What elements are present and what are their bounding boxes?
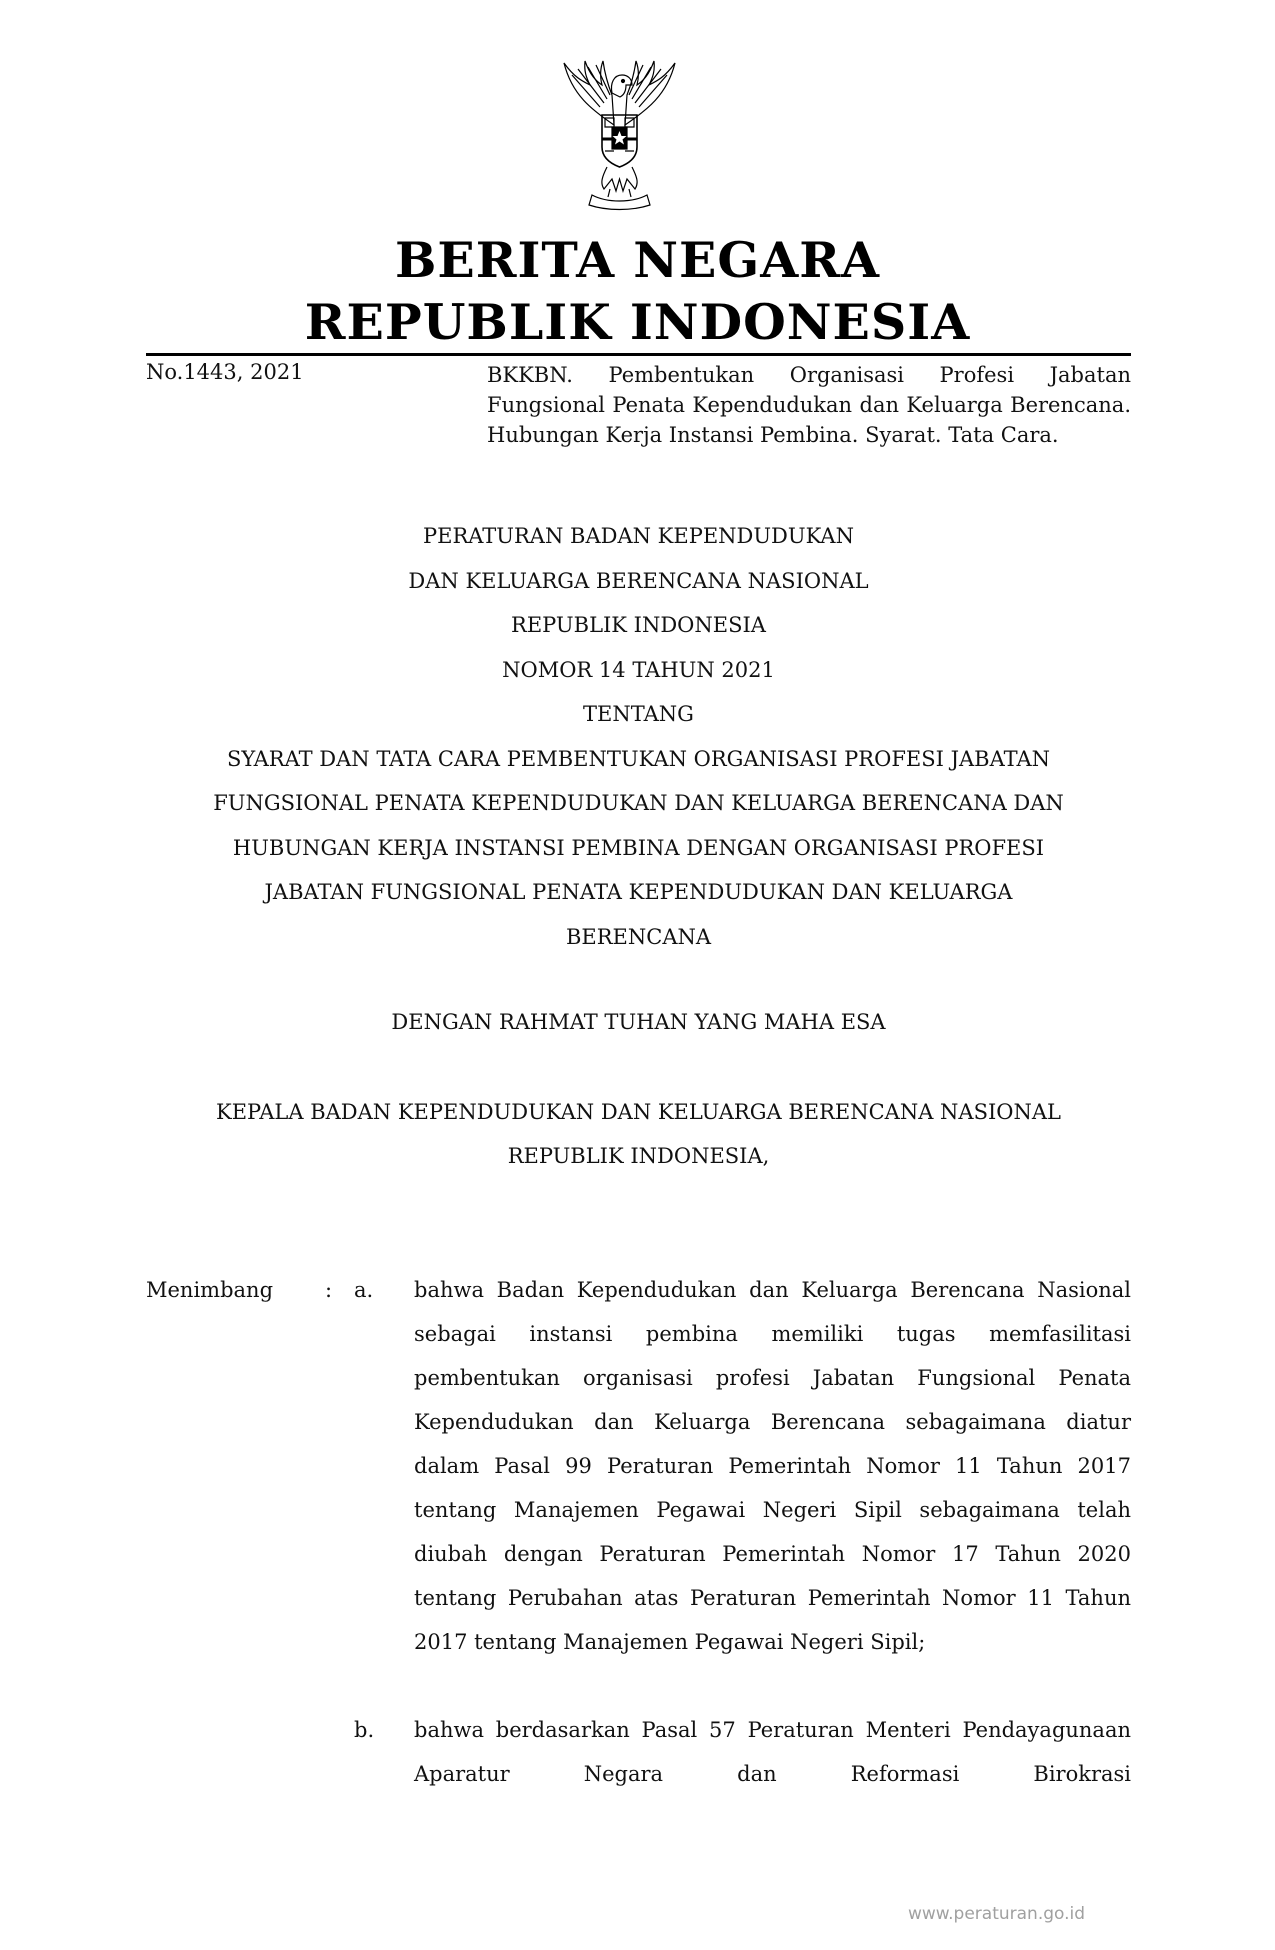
regulation-line: NOMOR 14 TAHUN 2021 (502, 657, 775, 682)
garuda-emblem-icon (552, 55, 687, 215)
blessing-line: DENGAN RAHMAT TUHAN YANG MAHA ESA (391, 1010, 886, 1034)
gazette-number: No.1443, 2021 (146, 360, 304, 384)
regulation-line: HUBUNGAN KERJA INSTANSI PEMBINA DENGAN ORGANISASI PROFESI (232, 835, 1045, 860)
regulation-line: TENTANG (583, 702, 694, 726)
regulation-line: SYARAT DAN TATA CARA PEMBENTUKAN ORGANISASI PROFESI JABATAN (226, 746, 1051, 771)
head-of-agency-line2: REPUBLIK INDONESIA, (507, 1144, 770, 1168)
considering-item-marker: b. (354, 1718, 375, 1742)
gazette-title-line2: REPUBLIK INDONESIA (304, 293, 971, 351)
head-of-agency-line1: KEPALA BADAN KEPENDUDUKAN DAN KELUARGA BERENCANA NASIONAL (216, 1100, 1061, 1124)
considering-item-text: bahwa Badan Kependudukan dan Keluarga Berencana Nasional sebagai instansi pembina memiliki tugas memfasilitasi pembentukan organisasi profesi Jabatan Fungsional Penata Kependudukan dan Keluarga Berencana sebagaimana diatur dalam Pasal 99 Peraturan Pemerintah Nomor 11 Tahun 2017 tentang Manajemen Pegawai Negeri Sipil sebagaimana telah diubah dengan Peraturan Pemerintah Nomor 17 Tahun 2020 tentang Perubahan atas Peraturan Pemerintah Nomor 11 Tahun 2017 tentang Manajemen Pegawai Negeri Sipil; (414, 1278, 1131, 1654)
considering-item-text: bahwa berdasarkan Pasal 57 Peraturan Menteri Pendayagunaan Aparatur Negara dan Reformasi Birokrasi (414, 1718, 1131, 1786)
considering-colon: : (325, 1278, 333, 1302)
regulation-line: REPUBLIK INDONESIA (511, 613, 766, 637)
gazette-summary: BKKBN. Pembentukan Organisasi Profesi Jabatan Fungsional Penata Kependudukan dan Keluarga Berencana. Hubungan Kerja Instansi Pembina. Syarat. Tata Cara. (487, 363, 1131, 447)
regulation-line: PERATURAN BADAN KEPENDUDUKAN (423, 524, 854, 548)
footer-url: www.peraturan.go.id (908, 1904, 1086, 1924)
regulation-line: DAN KELUARGA BERENCANA NASIONAL (408, 568, 869, 593)
regulation-line: FUNGSIONAL PENATA KEPENDUDUKAN DAN KELUARGA BERENCANA DAN (213, 791, 1064, 815)
regulation-line: BERENCANA (565, 924, 712, 949)
considering-label: Menimbang (146, 1278, 274, 1302)
regulation-heading (146, 514, 1131, 959)
gazette-title-line1: BERITA NEGARA (394, 231, 880, 289)
regulation-line: JABATAN FUNGSIONAL PENATA KEPENDUDUKAN DAN KELUARGA (264, 880, 1013, 904)
considering-item-marker: a. (354, 1278, 374, 1302)
header-divider (146, 353, 1131, 356)
